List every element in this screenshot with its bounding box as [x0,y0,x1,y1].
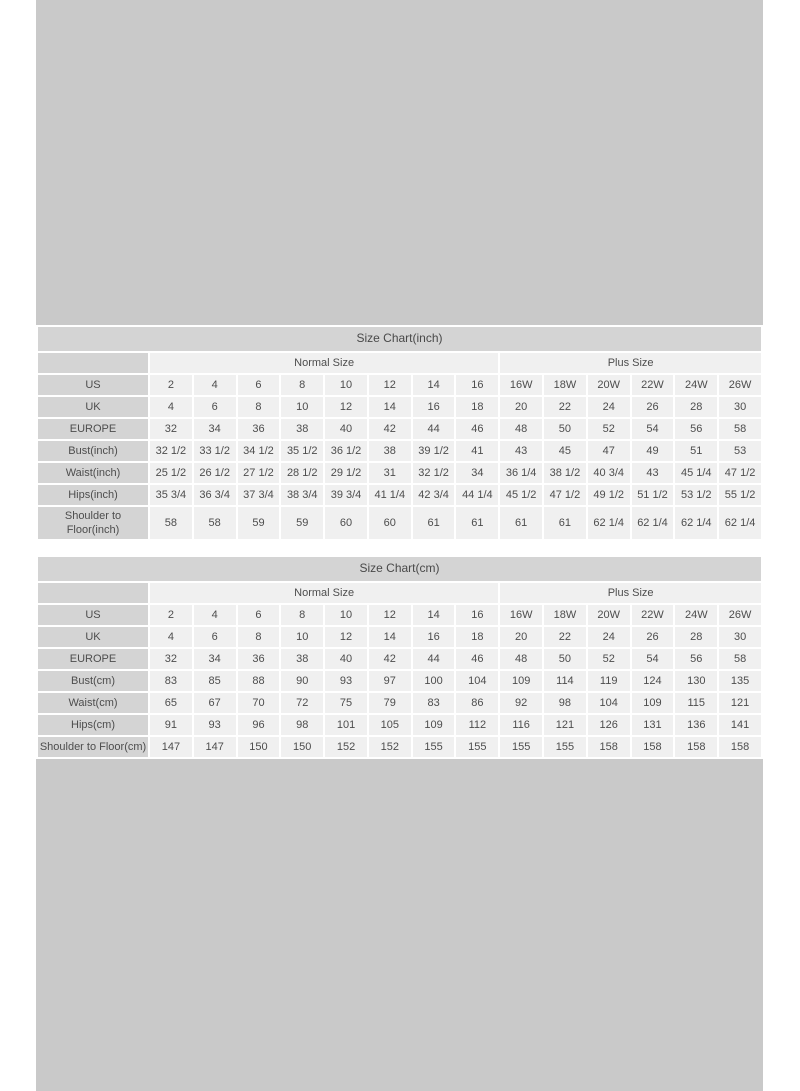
size-value-cell: 10 [281,397,323,417]
row-label: Shoulder to Floor(cm) [38,737,148,757]
size-value-cell: 50 [544,649,586,669]
size-value-cell: 141 [719,715,761,735]
size-value-cell: 16W [500,605,542,625]
size-value-cell: 86 [456,693,498,713]
size-value-cell: 26W [719,605,761,625]
size-value-cell: 98 [281,715,323,735]
size-value-cell: 41 1/4 [369,485,411,505]
size-value-cell: 38 1/2 [544,463,586,483]
size-value-cell: 31 [369,463,411,483]
size-value-cell: 33 1/2 [194,441,236,461]
size-value-cell: 27 1/2 [238,463,280,483]
size-value-cell: 112 [456,715,498,735]
size-value-cell: 93 [194,715,236,735]
size-value-cell: 136 [675,715,717,735]
size-value-cell: 18 [456,397,498,417]
size-value-cell: 62 1/4 [588,507,630,539]
size-value-cell: 58 [194,507,236,539]
size-value-cell: 4 [194,605,236,625]
size-value-cell: 32 [150,419,192,439]
size-value-cell: 32 1/2 [150,441,192,461]
size-value-cell: 24W [675,375,717,395]
size-value-cell: 24 [588,627,630,647]
size-value-cell: 16 [413,627,455,647]
size-value-cell: 4 [194,375,236,395]
size-value-cell: 62 1/4 [719,507,761,539]
size-value-cell: 40 3/4 [588,463,630,483]
table-title: Size Chart(cm) [38,557,761,581]
product-photo-background [36,0,763,1091]
size-value-cell: 158 [588,737,630,757]
size-value-cell: 24W [675,605,717,625]
table-row [38,627,761,647]
size-value-cell: 47 1/2 [544,485,586,505]
size-value-cell: 54 [632,419,674,439]
size-value-cell: 47 1/2 [719,463,761,483]
size-value-cell: 22W [632,375,674,395]
size-value-cell: 109 [500,671,542,691]
size-value-cell: 90 [281,671,323,691]
size-value-cell: 92 [500,693,542,713]
row-label: UK [38,627,148,647]
size-value-cell: 8 [281,375,323,395]
size-charts-panel [36,325,763,759]
size-value-cell: 101 [325,715,367,735]
row-label: Hips(inch) [38,485,148,505]
size-value-cell: 53 1/2 [675,485,717,505]
size-value-cell: 24 [588,397,630,417]
size-value-cell: 28 1/2 [281,463,323,483]
size-value-cell: 12 [325,397,367,417]
size-value-cell: 18W [544,605,586,625]
size-value-cell: 152 [325,737,367,757]
size-value-cell: 61 [500,507,542,539]
size-value-cell: 42 3/4 [413,485,455,505]
size-value-cell: 36 1/4 [500,463,542,483]
size-value-cell: 130 [675,671,717,691]
size-value-cell: 104 [588,693,630,713]
size-value-cell: 6 [194,397,236,417]
size-value-cell: 14 [369,397,411,417]
size-value-cell: 14 [413,605,455,625]
size-value-cell: 59 [281,507,323,539]
size-value-cell: 60 [325,507,367,539]
size-value-cell: 45 [544,441,586,461]
size-value-cell: 116 [500,715,542,735]
size-value-cell: 91 [150,715,192,735]
group-header: Normal Size [150,583,498,603]
size-value-cell: 12 [369,605,411,625]
size-value-cell: 16W [500,375,542,395]
size-value-cell: 18 [456,627,498,647]
table-row [38,649,761,669]
size-value-cell: 109 [632,693,674,713]
size-value-cell: 61 [456,507,498,539]
size-value-cell: 40 [325,419,367,439]
size-value-cell: 135 [719,671,761,691]
size-chart-cm-table [36,555,763,759]
row-label: US [38,605,148,625]
table-row [38,441,761,461]
table-row [38,375,761,395]
size-value-cell: 58 [719,419,761,439]
group-header: Plus Size [500,353,761,373]
size-value-cell: 147 [150,737,192,757]
size-value-cell: 4 [150,627,192,647]
size-value-cell: 10 [325,375,367,395]
size-value-cell: 48 [500,649,542,669]
size-value-cell: 150 [281,737,323,757]
size-value-cell: 58 [150,507,192,539]
size-value-cell: 16 [413,397,455,417]
size-value-cell: 38 3/4 [281,485,323,505]
table-row [38,693,761,713]
size-value-cell: 20 [500,627,542,647]
size-value-cell: 155 [456,737,498,757]
size-value-cell: 56 [675,419,717,439]
size-value-cell: 51 [675,441,717,461]
row-label: Waist(cm) [38,693,148,713]
size-value-cell: 41 [456,441,498,461]
size-value-cell: 83 [413,693,455,713]
size-value-cell: 32 [150,649,192,669]
row-label: EUROPE [38,419,148,439]
size-value-cell: 20W [588,605,630,625]
table-title-row [38,557,761,581]
size-value-cell: 121 [544,715,586,735]
size-value-cell: 49 [632,441,674,461]
size-value-cell: 56 [675,649,717,669]
size-value-cell: 45 1/4 [675,463,717,483]
size-value-cell: 155 [544,737,586,757]
row-label: Hips(cm) [38,715,148,735]
size-value-cell: 10 [281,627,323,647]
size-value-cell: 12 [369,375,411,395]
size-value-cell: 47 [588,441,630,461]
size-value-cell: 114 [544,671,586,691]
size-value-cell: 52 [588,419,630,439]
size-value-cell: 26 [632,627,674,647]
size-value-cell: 26W [719,375,761,395]
size-value-cell: 20 [500,397,542,417]
size-value-cell: 28 [675,397,717,417]
group-header: Plus Size [500,583,761,603]
size-value-cell: 54 [632,649,674,669]
size-value-cell: 51 1/2 [632,485,674,505]
row-label: Bust(inch) [38,441,148,461]
size-value-cell: 36 [238,419,280,439]
corner-cell [38,353,148,373]
size-value-cell: 100 [413,671,455,691]
size-value-cell: 42 [369,419,411,439]
size-value-cell: 49 1/2 [588,485,630,505]
size-value-cell: 119 [588,671,630,691]
size-value-cell: 75 [325,693,367,713]
size-chart-inch-table [36,325,763,541]
size-value-cell: 6 [238,375,280,395]
size-value-cell: 53 [719,441,761,461]
size-value-cell: 25 1/2 [150,463,192,483]
size-value-cell: 79 [369,693,411,713]
size-value-cell: 147 [194,737,236,757]
size-value-cell: 44 1/4 [456,485,498,505]
size-value-cell: 4 [150,397,192,417]
size-value-cell: 38 [281,419,323,439]
size-value-cell: 36 1/2 [325,441,367,461]
row-label: Waist(inch) [38,463,148,483]
size-value-cell: 88 [238,671,280,691]
size-value-cell: 14 [413,375,455,395]
table-title-row [38,327,761,351]
size-value-cell: 158 [719,737,761,757]
size-value-cell: 38 [281,649,323,669]
group-header-row [38,353,761,373]
size-value-cell: 70 [238,693,280,713]
size-value-cell: 16 [456,375,498,395]
group-header: Normal Size [150,353,498,373]
size-value-cell: 44 [413,419,455,439]
size-value-cell: 18W [544,375,586,395]
row-label: Shoulder to Floor(inch) [38,507,148,539]
size-value-cell: 65 [150,693,192,713]
size-value-cell: 59 [238,507,280,539]
size-value-cell: 35 3/4 [150,485,192,505]
size-value-cell: 93 [325,671,367,691]
size-value-cell: 6 [238,605,280,625]
size-value-cell: 115 [675,693,717,713]
row-label: Bust(cm) [38,671,148,691]
table-row [38,463,761,483]
size-value-cell: 16 [456,605,498,625]
size-value-cell: 34 [194,649,236,669]
size-value-cell: 34 [194,419,236,439]
size-value-cell: 37 3/4 [238,485,280,505]
size-value-cell: 39 3/4 [325,485,367,505]
size-value-cell: 105 [369,715,411,735]
size-value-cell: 96 [238,715,280,735]
size-value-cell: 8 [281,605,323,625]
size-value-cell: 85 [194,671,236,691]
table-row [38,671,761,691]
size-value-cell: 46 [456,649,498,669]
size-value-cell: 52 [588,649,630,669]
size-value-cell: 45 1/2 [500,485,542,505]
size-value-cell: 46 [456,419,498,439]
size-value-cell: 14 [369,627,411,647]
size-value-cell: 104 [456,671,498,691]
size-value-cell: 42 [369,649,411,669]
size-value-cell: 34 1/2 [238,441,280,461]
table-row [38,737,761,757]
size-value-cell: 39 1/2 [413,441,455,461]
size-value-cell: 55 1/2 [719,485,761,505]
size-value-cell: 20W [588,375,630,395]
row-label: EUROPE [38,649,148,669]
size-value-cell: 109 [413,715,455,735]
group-header-row [38,583,761,603]
size-value-cell: 61 [544,507,586,539]
size-value-cell: 32 1/2 [413,463,455,483]
size-value-cell: 22 [544,627,586,647]
table-row [38,397,761,417]
size-value-cell: 48 [500,419,542,439]
size-value-cell: 26 1/2 [194,463,236,483]
size-value-cell: 8 [238,397,280,417]
size-value-cell: 150 [238,737,280,757]
size-value-cell: 12 [325,627,367,647]
size-value-cell: 34 [456,463,498,483]
size-value-cell: 44 [413,649,455,669]
corner-cell [38,583,148,603]
row-label: UK [38,397,148,417]
size-value-cell: 72 [281,693,323,713]
size-value-cell: 28 [675,627,717,647]
size-value-cell: 158 [675,737,717,757]
size-value-cell: 38 [369,441,411,461]
size-value-cell: 35 1/2 [281,441,323,461]
size-value-cell: 58 [719,649,761,669]
size-value-cell: 6 [194,627,236,647]
size-value-cell: 2 [150,375,192,395]
size-value-cell: 67 [194,693,236,713]
size-value-cell: 8 [238,627,280,647]
size-value-cell: 26 [632,397,674,417]
table-title: Size Chart(inch) [38,327,761,351]
size-value-cell: 30 [719,627,761,647]
table-row [38,715,761,735]
size-value-cell: 30 [719,397,761,417]
size-value-cell: 2 [150,605,192,625]
size-value-cell: 158 [632,737,674,757]
size-value-cell: 155 [413,737,455,757]
size-value-cell: 22W [632,605,674,625]
table-row [38,507,761,539]
size-value-cell: 36 [238,649,280,669]
size-value-cell: 10 [325,605,367,625]
size-value-cell: 36 3/4 [194,485,236,505]
size-value-cell: 50 [544,419,586,439]
size-value-cell: 62 1/4 [675,507,717,539]
size-value-cell: 152 [369,737,411,757]
table-row [38,485,761,505]
size-value-cell: 43 [632,463,674,483]
size-value-cell: 131 [632,715,674,735]
size-value-cell: 124 [632,671,674,691]
size-value-cell: 83 [150,671,192,691]
size-value-cell: 62 1/4 [632,507,674,539]
size-value-cell: 98 [544,693,586,713]
size-value-cell: 22 [544,397,586,417]
size-value-cell: 155 [500,737,542,757]
size-value-cell: 61 [413,507,455,539]
size-value-cell: 40 [325,649,367,669]
size-value-cell: 126 [588,715,630,735]
table-row [38,605,761,625]
size-value-cell: 29 1/2 [325,463,367,483]
size-value-cell: 97 [369,671,411,691]
size-value-cell: 43 [500,441,542,461]
size-value-cell: 121 [719,693,761,713]
size-value-cell: 60 [369,507,411,539]
row-label: US [38,375,148,395]
table-row [38,419,761,439]
